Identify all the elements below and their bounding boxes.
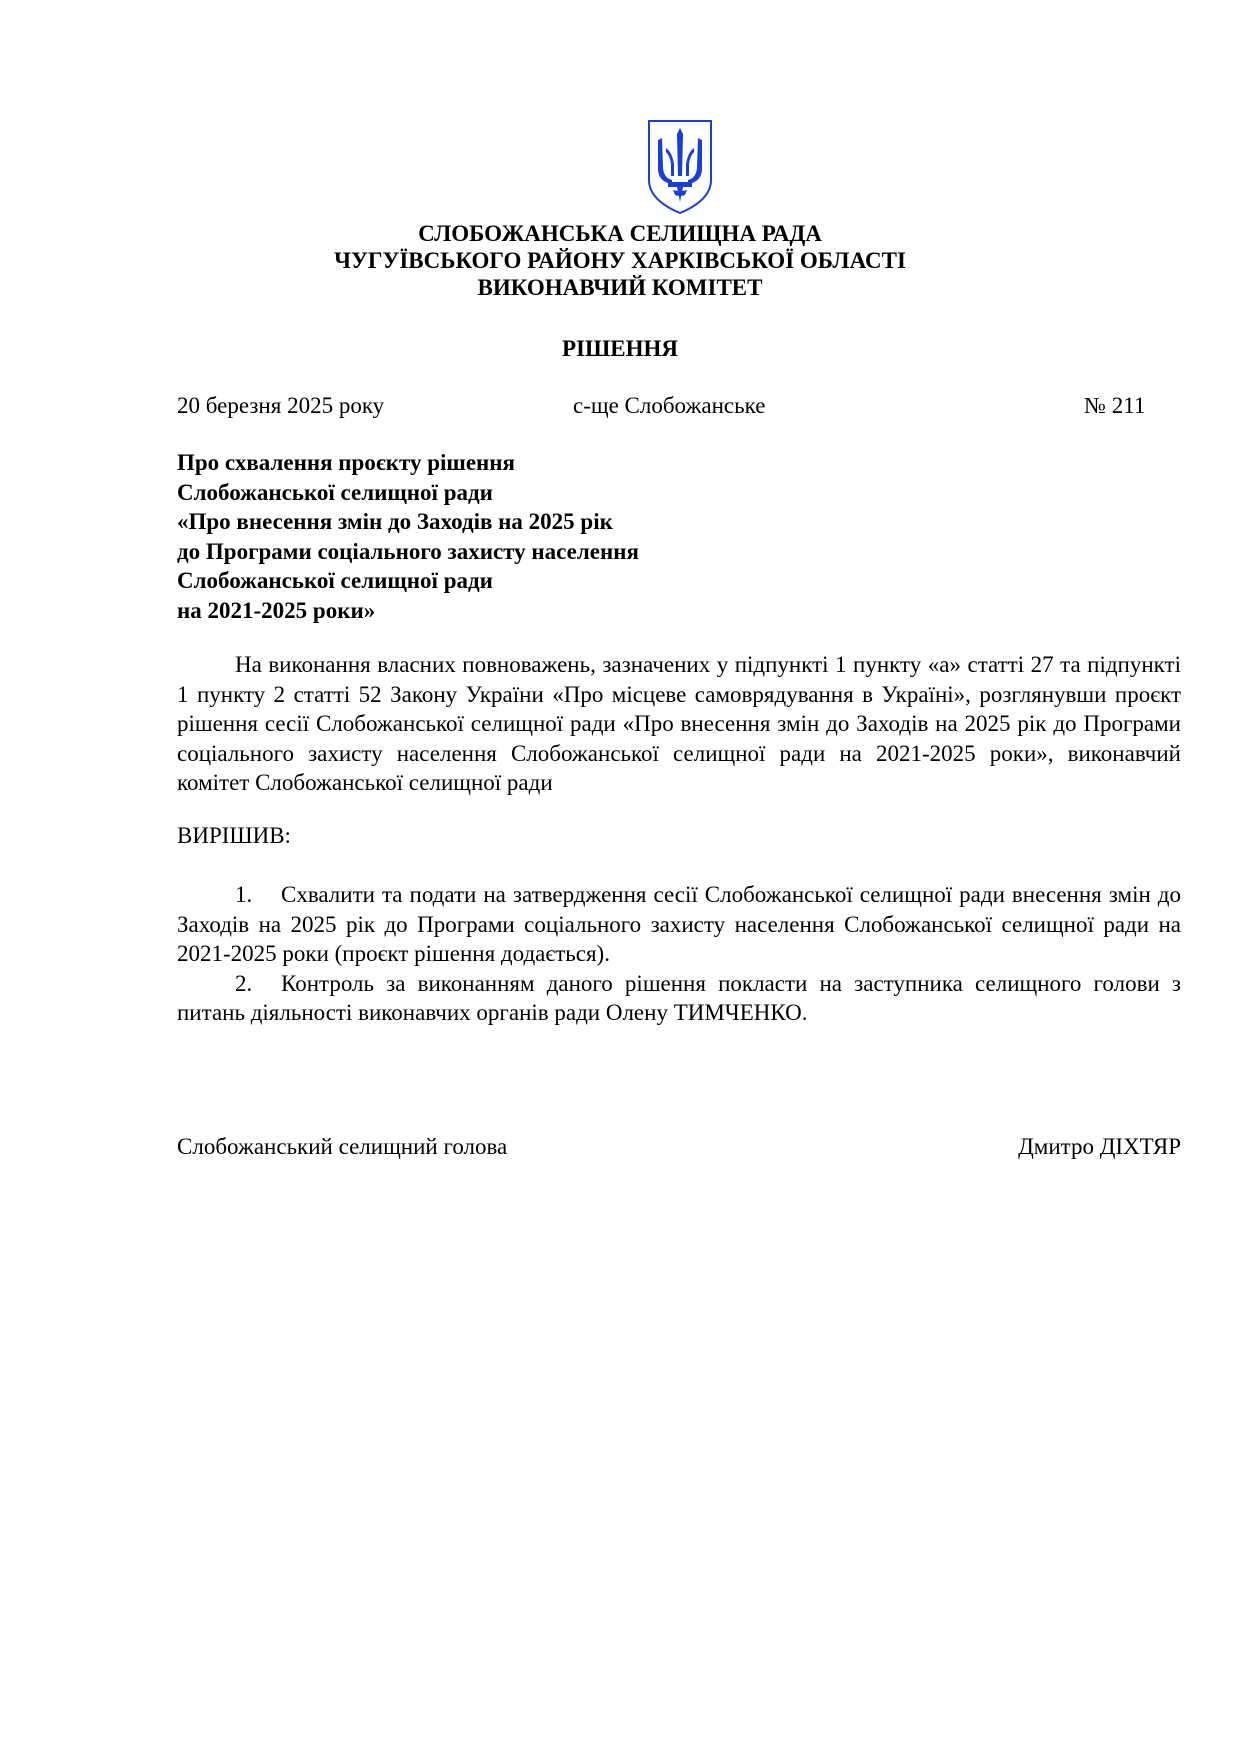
committee-name: ВИКОНАВЧИЙ КОМІТЕТ xyxy=(477,275,763,300)
subject-line: на 2021-2025 роки» xyxy=(177,597,376,623)
resolution-items xyxy=(177,880,1181,1028)
subject-line: Слобожанської селищної ради xyxy=(177,568,493,593)
decision-subject xyxy=(177,448,877,625)
item-number: 2. xyxy=(235,970,253,996)
subject-line: «Про внесення змін до Заходів на 2025 рік xyxy=(177,509,613,534)
council-name: СЛОБОЖАНСЬКА СЕЛИЩНА РАДА xyxy=(418,221,822,246)
signatory-position: Слобожанський селищний голова xyxy=(177,1134,508,1159)
district-name: ЧУГУЇВСЬКОГО РАЙОНУ ХАРКІВСЬКОЇ ОБЛАСТІ xyxy=(334,248,906,273)
decision-number: № 211 xyxy=(1084,393,1146,418)
item-text: Схвалити та подати на затвердження сесії Слобожанської селищної ради внесення змін до Заходів на 2025 рік до Програми соціального захисту населення Слобожанської селищної ради на 2021-2025 роки (проєкт рішення додається). xyxy=(177,882,1181,966)
subject-line: Про схвалення проєкту рішення xyxy=(177,450,516,475)
resolution-item xyxy=(177,969,1181,1028)
item-text: Контроль за виконанням даного рішення покласти на заступника селищного голови з питань діяльності виконавчих органів ради Олену ТИМЧЕНКО. xyxy=(177,970,1181,1025)
resolved-heading: ВИРІШИВ: xyxy=(177,823,291,848)
trident-coat-of-arms-icon xyxy=(646,118,714,216)
resolution-item xyxy=(177,880,1181,969)
decision-place: с-ще Слобожанське xyxy=(573,393,766,418)
subject-line: до Програми соціального захисту населення xyxy=(177,538,639,564)
signatory-name: Дмитро ДІХТЯР xyxy=(1018,1134,1181,1159)
decision-date: 20 березня 2025 року xyxy=(177,393,385,418)
preamble-paragraph: На виконання власних повноважень, зазначених у підпункті 1 пункту «а» статті 27 та підпункті 1 пункту 2 статті 52 Закону України «Про місцеве самоврядування в Україні», розглянувши проєкт рішення сесії Слобожанської селищної ради «Про внесення змін до Заходів на 2025 рік до Програми соціального захисту населення Слобожанської селищної ради на 2021-2025 роки», виконавчий комітет Слобожанської селищної ради xyxy=(177,652,1181,795)
item-number: 1. xyxy=(235,882,253,907)
document-title: РІШЕННЯ xyxy=(562,336,678,361)
subject-line: Слобожанської селищної ради xyxy=(177,479,493,505)
